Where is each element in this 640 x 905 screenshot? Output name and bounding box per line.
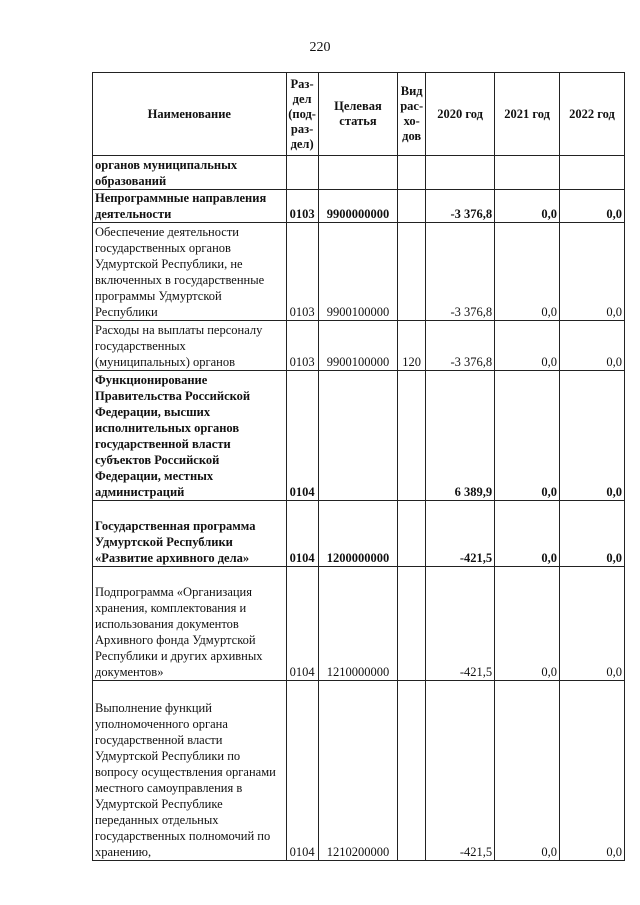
row-y2022 bbox=[560, 156, 625, 190]
row-y2021 bbox=[495, 156, 560, 190]
row-y2022: 0,0 bbox=[560, 371, 625, 501]
row-y2022: 0,0 bbox=[560, 501, 625, 567]
row-y2020: 6 389,9 bbox=[426, 371, 495, 501]
row-razdel: 0103 bbox=[286, 190, 318, 223]
row-razdel bbox=[286, 156, 318, 190]
row-vid bbox=[398, 190, 426, 223]
row-vid bbox=[398, 681, 426, 861]
row-y2021: 0,0 bbox=[495, 567, 560, 681]
row-vid bbox=[398, 567, 426, 681]
table-header-row bbox=[93, 73, 625, 156]
row-target: 9900100000 bbox=[318, 223, 398, 321]
row-name: Функционирование Правительства Российской Федерации, высших исполнительных органов государственной власти субъектов Российской Федерации, местных администраций bbox=[93, 371, 287, 501]
row-y2021: 0,0 bbox=[495, 681, 560, 861]
row-y2020: -421,5 bbox=[426, 567, 495, 681]
row-razdel: 0103 bbox=[286, 223, 318, 321]
row-target: 9900100000 bbox=[318, 321, 398, 371]
row-y2021: 0,0 bbox=[495, 501, 560, 567]
row-y2020: -3 376,8 bbox=[426, 190, 495, 223]
row-razdel: 0103 bbox=[286, 321, 318, 371]
row-y2022: 0,0 bbox=[560, 321, 625, 371]
row-name: Подпрограмма «Организация хранения, комплектования и использования документов Архивного фонда Удмуртской Республики и других архивных документов» bbox=[93, 567, 287, 681]
table-row bbox=[93, 190, 625, 223]
table-row bbox=[93, 321, 625, 371]
row-y2020: -3 376,8 bbox=[426, 223, 495, 321]
row-name: Расходы на выплаты персоналу государственных (муниципальных) органов bbox=[93, 321, 287, 371]
row-vid bbox=[398, 371, 426, 501]
table-row bbox=[93, 567, 625, 681]
row-target bbox=[318, 156, 398, 190]
row-y2022: 0,0 bbox=[560, 190, 625, 223]
row-razdel: 0104 bbox=[286, 371, 318, 501]
table-row bbox=[93, 681, 625, 861]
row-vid bbox=[398, 501, 426, 567]
table-row bbox=[93, 371, 625, 501]
row-y2021: 0,0 bbox=[495, 371, 560, 501]
header-y2020: 2020 год bbox=[426, 73, 495, 156]
row-target: 1210000000 bbox=[318, 567, 398, 681]
row-target: 9900000000 bbox=[318, 190, 398, 223]
header-razdel: Раз-дел (под-раз-дел) bbox=[286, 73, 318, 156]
row-name: Государственная программа Удмуртской Республики «Развитие архивного дела» bbox=[93, 501, 287, 567]
table-row bbox=[93, 501, 625, 567]
row-razdel: 0104 bbox=[286, 567, 318, 681]
row-vid bbox=[398, 156, 426, 190]
row-y2022: 0,0 bbox=[560, 681, 625, 861]
row-name: Непрограммные направления деятельности bbox=[93, 190, 287, 223]
header-y2021: 2021 год bbox=[495, 73, 560, 156]
row-y2021: 0,0 bbox=[495, 190, 560, 223]
row-y2021: 0,0 bbox=[495, 223, 560, 321]
row-target bbox=[318, 371, 398, 501]
row-razdel: 0104 bbox=[286, 501, 318, 567]
budget-table bbox=[92, 72, 625, 861]
page-number: 220 bbox=[309, 40, 331, 55]
row-y2020 bbox=[426, 156, 495, 190]
row-y2021: 0,0 bbox=[495, 321, 560, 371]
header-y2022: 2022 год bbox=[560, 73, 625, 156]
row-name: Обеспечение деятельности государственных органов Удмуртской Республики, не включенных в государственные программы Удмуртской Республики bbox=[93, 223, 287, 321]
row-y2020: -3 376,8 bbox=[426, 321, 495, 371]
header-name: Наименование bbox=[93, 73, 287, 156]
header-target: Целевая статья bbox=[318, 73, 398, 156]
table-row bbox=[93, 223, 625, 321]
row-name: органов муниципальных образований bbox=[93, 156, 287, 190]
row-vid bbox=[398, 223, 426, 321]
row-vid: 120 bbox=[398, 321, 426, 371]
row-y2022: 0,0 bbox=[560, 223, 625, 321]
header-vid: Вид рас-хо-дов bbox=[398, 73, 426, 156]
row-y2020: -421,5 bbox=[426, 681, 495, 861]
row-y2020: -421,5 bbox=[426, 501, 495, 567]
row-y2022: 0,0 bbox=[560, 567, 625, 681]
table-row bbox=[93, 156, 625, 190]
row-target: 1200000000 bbox=[318, 501, 398, 567]
row-name: Выполнение функций уполномоченного органа государственной власти Удмуртской Республики по вопросу осуществления органами местного самоуправления в Удмуртской Республике переданных отдельных государственных полномочий по хранению, bbox=[93, 681, 287, 861]
row-razdel: 0104 bbox=[286, 681, 318, 861]
row-target: 1210200000 bbox=[318, 681, 398, 861]
